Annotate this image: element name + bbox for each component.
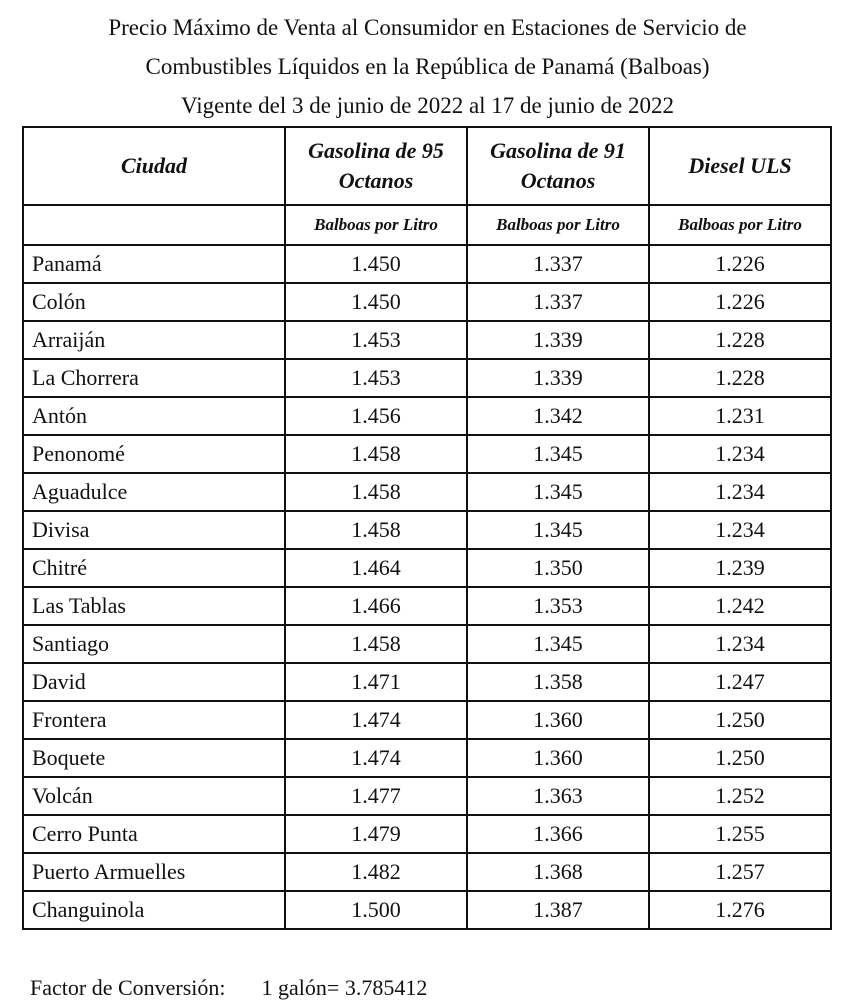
table-row — [23, 511, 831, 549]
price-gasoline-95: 1.456 — [285, 397, 467, 435]
price-gasoline-91: 1.339 — [467, 321, 649, 359]
price-gasoline-95: 1.474 — [285, 739, 467, 777]
price-gasoline-95: 1.458 — [285, 625, 467, 663]
price-diesel: 1.239 — [649, 549, 831, 587]
price-gasoline-95: 1.458 — [285, 435, 467, 473]
price-diesel: 1.228 — [649, 359, 831, 397]
document-title — [0, 8, 855, 125]
price-gasoline-91: 1.358 — [467, 663, 649, 701]
price-gasoline-95: 1.453 — [285, 321, 467, 359]
city-name: La Chorrera — [23, 359, 285, 397]
table-row — [23, 815, 831, 853]
table-row — [23, 777, 831, 815]
price-gasoline-95: 1.458 — [285, 511, 467, 549]
unit-diesel: Balboas por Litro — [649, 205, 831, 245]
price-gasoline-95: 1.474 — [285, 701, 467, 739]
table-row — [23, 853, 831, 891]
city-name: Changuinola — [23, 891, 285, 929]
table-row — [23, 473, 831, 511]
price-gasoline-91: 1.345 — [467, 625, 649, 663]
price-gasoline-91: 1.387 — [467, 891, 649, 929]
table-row — [23, 283, 831, 321]
price-gasoline-91: 1.360 — [467, 739, 649, 777]
conversion-factor — [30, 974, 427, 1002]
fuel-price-table — [22, 126, 832, 930]
price-gasoline-95: 1.458 — [285, 473, 467, 511]
city-name: Divisa — [23, 511, 285, 549]
header-gasoline-91-line2: Octanos — [520, 168, 596, 193]
title-line-3: Vigente del 3 de junio de 2022 al 17 de junio de 2022 — [180, 93, 675, 118]
price-diesel: 1.255 — [649, 815, 831, 853]
city-name: Chitré — [23, 549, 285, 587]
price-gasoline-91: 1.353 — [467, 587, 649, 625]
table-row — [23, 701, 831, 739]
price-diesel: 1.250 — [649, 739, 831, 777]
price-diesel: 1.231 — [649, 397, 831, 435]
city-name: David — [23, 663, 285, 701]
conversion-factor-label: Factor de Conversión: — [30, 975, 226, 1000]
conversion-factor-value: 1 galón= 3.785412 — [261, 975, 428, 1000]
price-diesel: 1.226 — [649, 283, 831, 321]
title-line-1: Precio Máximo de Venta al Consumidor en Estaciones de Servicio de — [108, 15, 747, 40]
price-gasoline-95: 1.450 — [285, 283, 467, 321]
city-name: Aguadulce — [23, 473, 285, 511]
price-diesel: 1.234 — [649, 435, 831, 473]
header-gasoline-95 — [285, 127, 467, 205]
price-gasoline-95: 1.479 — [285, 815, 467, 853]
table-row — [23, 321, 831, 359]
price-gasoline-95: 1.453 — [285, 359, 467, 397]
city-name: Puerto Armuelles — [23, 853, 285, 891]
table-row — [23, 891, 831, 929]
city-name: Volcán — [23, 777, 285, 815]
header-gasoline-91-line1: Gasolina de 91 — [490, 138, 626, 163]
price-gasoline-91: 1.337 — [467, 283, 649, 321]
table-row — [23, 625, 831, 663]
table-row — [23, 359, 831, 397]
price-diesel: 1.226 — [649, 245, 831, 283]
price-diesel: 1.257 — [649, 853, 831, 891]
price-diesel: 1.234 — [649, 625, 831, 663]
price-gasoline-91: 1.342 — [467, 397, 649, 435]
price-diesel: 1.228 — [649, 321, 831, 359]
header-gasoline-91 — [467, 127, 649, 205]
price-diesel: 1.247 — [649, 663, 831, 701]
table-row — [23, 587, 831, 625]
city-name: Colón — [23, 283, 285, 321]
header-city-label: Ciudad — [120, 153, 188, 178]
unit-blank-cell — [23, 205, 285, 245]
price-gasoline-95: 1.477 — [285, 777, 467, 815]
table-header-row — [23, 127, 831, 205]
price-gasoline-95: 1.500 — [285, 891, 467, 929]
header-city — [23, 127, 285, 205]
table-row — [23, 435, 831, 473]
city-name: Penonomé — [23, 435, 285, 473]
table-row — [23, 549, 831, 587]
price-gasoline-95: 1.466 — [285, 587, 467, 625]
price-diesel: 1.252 — [649, 777, 831, 815]
header-diesel — [649, 127, 831, 205]
table-row — [23, 245, 831, 283]
price-gasoline-91: 1.350 — [467, 549, 649, 587]
price-diesel: 1.234 — [649, 473, 831, 511]
price-diesel: 1.242 — [649, 587, 831, 625]
price-gasoline-91: 1.345 — [467, 511, 649, 549]
price-gasoline-95: 1.464 — [285, 549, 467, 587]
price-gasoline-91: 1.339 — [467, 359, 649, 397]
price-gasoline-95: 1.450 — [285, 245, 467, 283]
unit-gasoline-91: Balboas por Litro — [467, 205, 649, 245]
price-gasoline-95: 1.471 — [285, 663, 467, 701]
city-name: Santiago — [23, 625, 285, 663]
table-unit-row — [23, 205, 831, 245]
table-row — [23, 739, 831, 777]
table-body — [23, 245, 831, 929]
price-diesel: 1.276 — [649, 891, 831, 929]
price-diesel: 1.234 — [649, 511, 831, 549]
price-gasoline-95: 1.482 — [285, 853, 467, 891]
city-name: Frontera — [23, 701, 285, 739]
city-name: Las Tablas — [23, 587, 285, 625]
city-name: Panamá — [23, 245, 285, 283]
header-gasoline-95-line2: Octanos — [338, 168, 414, 193]
city-name: Arraiján — [23, 321, 285, 359]
header-gasoline-95-line1: Gasolina de 95 — [308, 138, 444, 163]
price-gasoline-91: 1.366 — [467, 815, 649, 853]
unit-gasoline-95: Balboas por Litro — [285, 205, 467, 245]
price-gasoline-91: 1.360 — [467, 701, 649, 739]
price-diesel: 1.250 — [649, 701, 831, 739]
price-gasoline-91: 1.363 — [467, 777, 649, 815]
title-line-2: Combustibles Líquidos en la República de Panamá (Balboas) — [145, 54, 710, 79]
price-gasoline-91: 1.368 — [467, 853, 649, 891]
city-name: Cerro Punta — [23, 815, 285, 853]
price-gasoline-91: 1.345 — [467, 435, 649, 473]
table-row — [23, 663, 831, 701]
header-diesel-label: Diesel ULS — [688, 153, 792, 178]
price-gasoline-91: 1.337 — [467, 245, 649, 283]
city-name: Boquete — [23, 739, 285, 777]
price-gasoline-91: 1.345 — [467, 473, 649, 511]
table-row — [23, 397, 831, 435]
city-name: Antón — [23, 397, 285, 435]
